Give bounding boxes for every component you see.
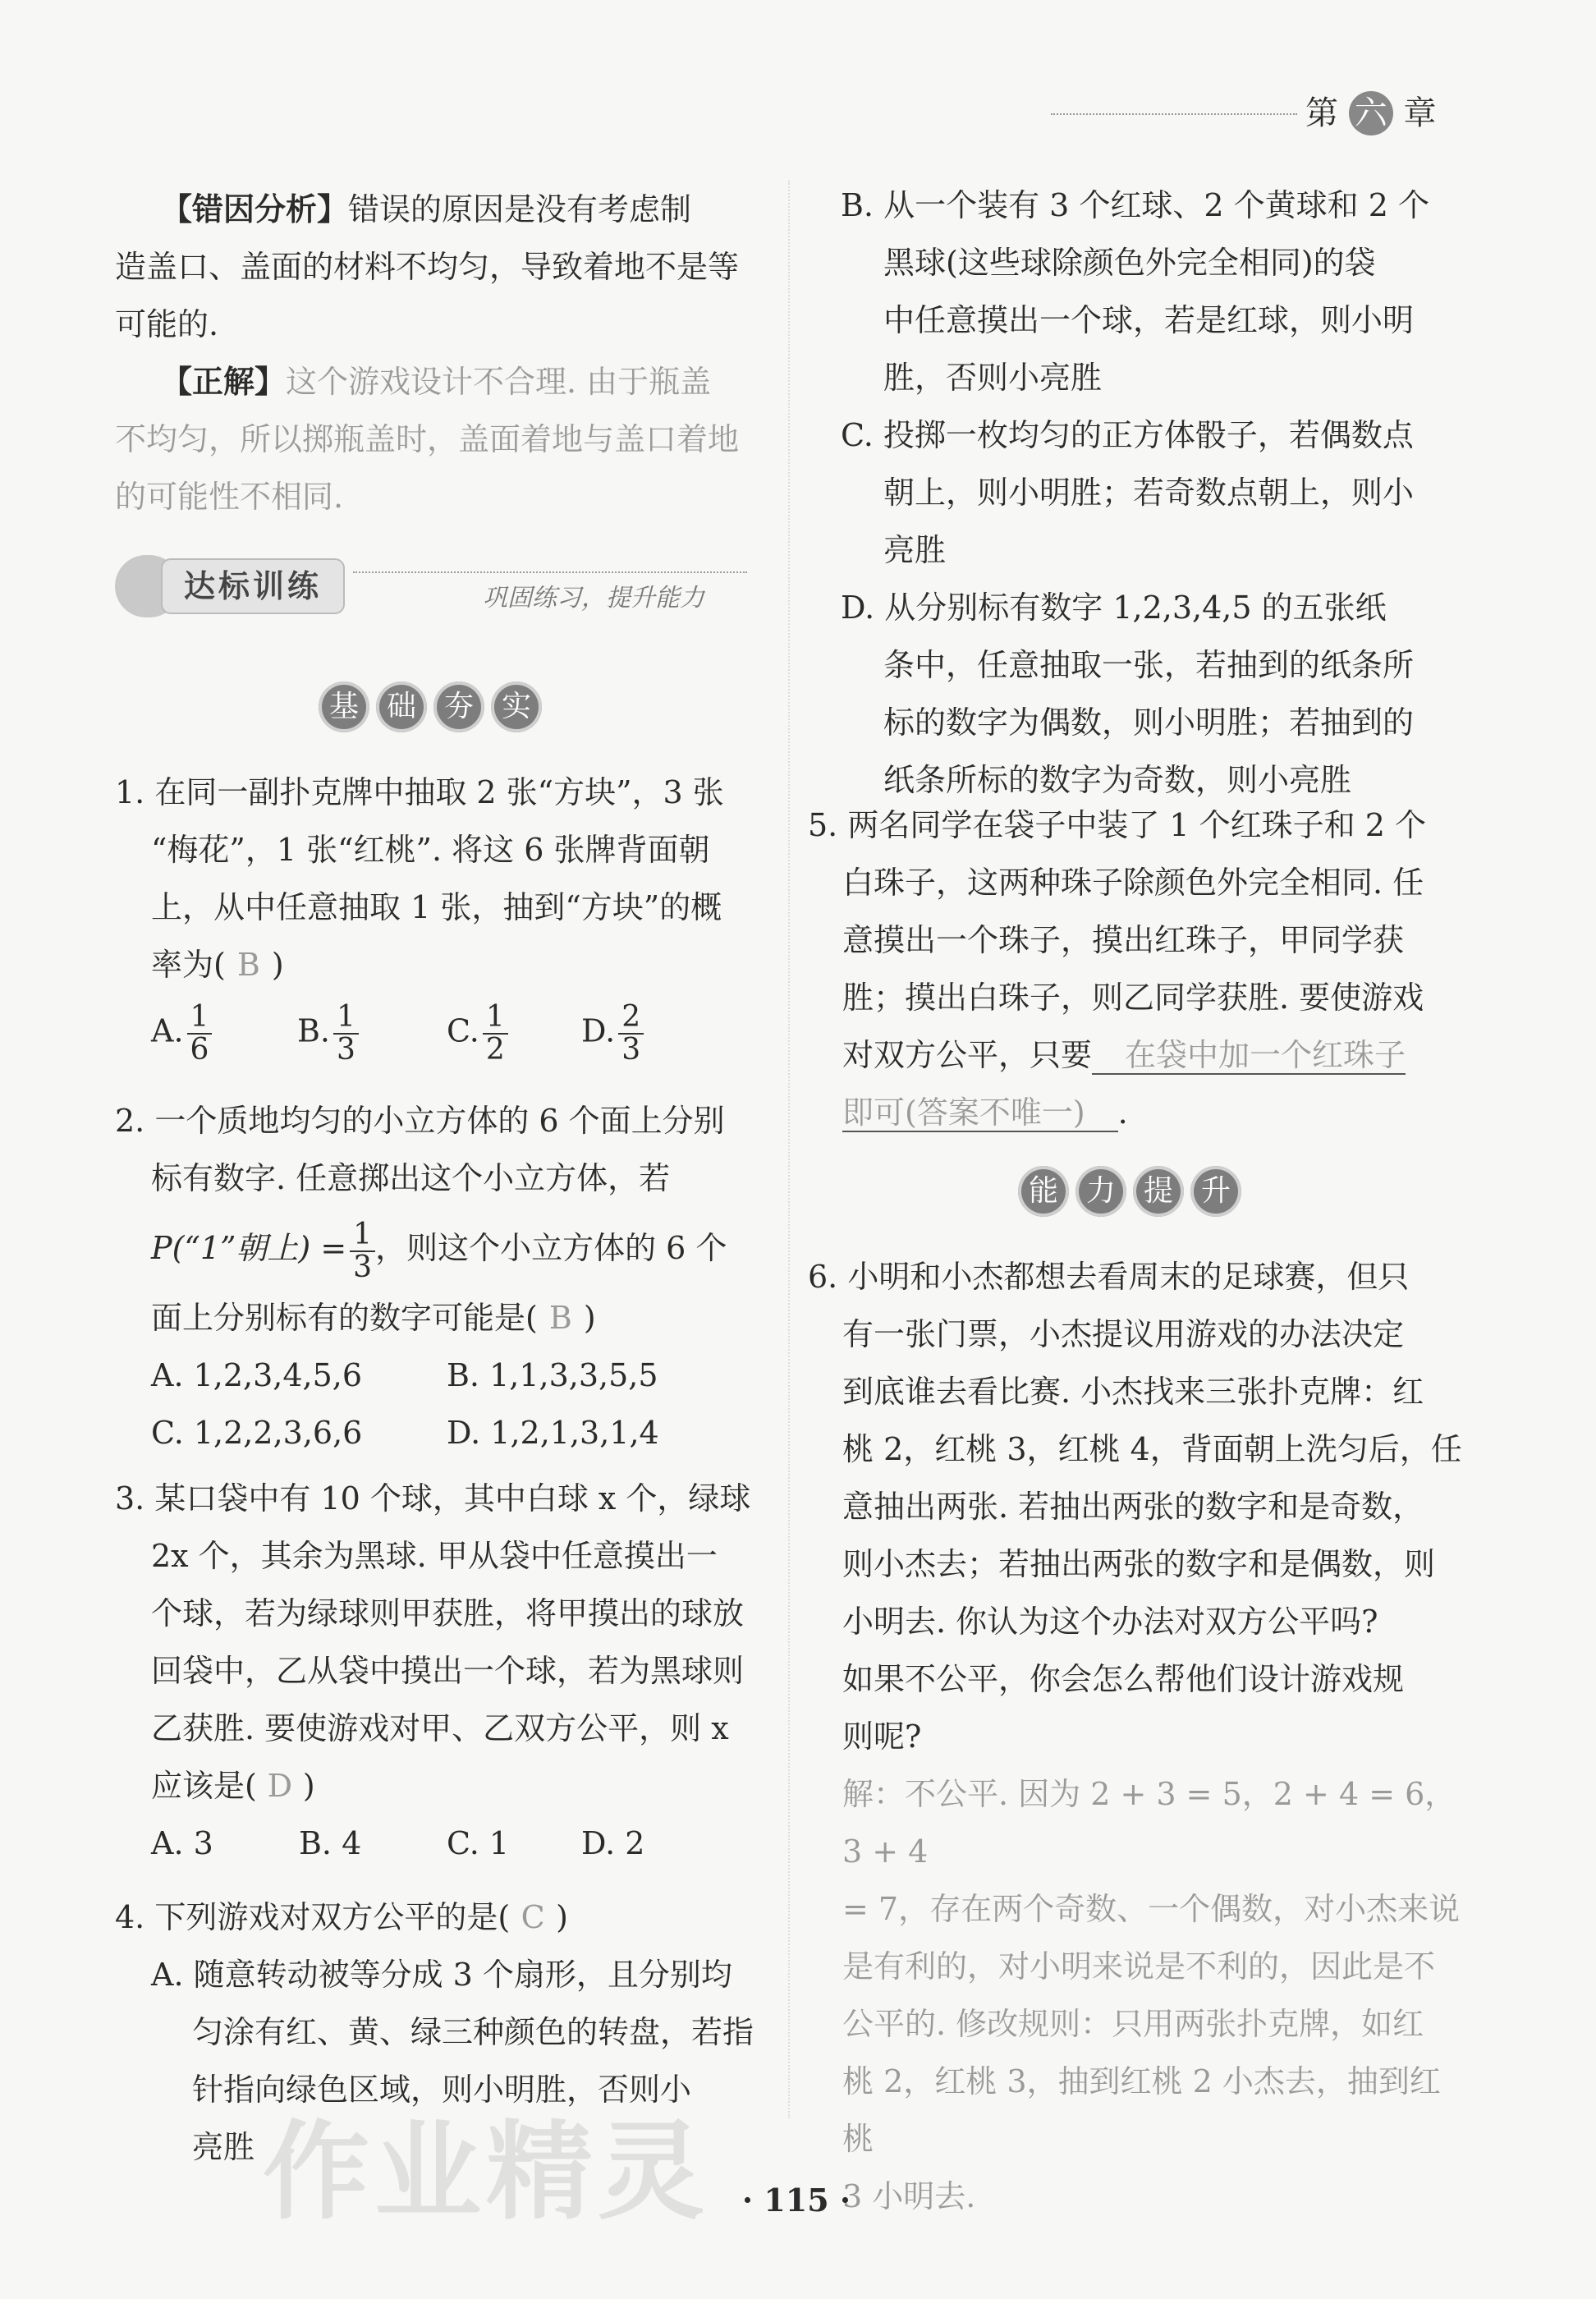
right-column [841,177,1489,809]
q2-option-b: B. 1,1,3,3,5,5 [447,1357,658,1393]
basic-char-3: 夯 [433,681,484,732]
question-3 [115,1470,764,1872]
section-title: 达标训练 [183,568,322,604]
q3-close: ) [302,1768,315,1804]
q3-prompt: 应该是( [151,1768,257,1804]
solution-line-1: 这个游戏设计不合理. 由于瓶盖 [286,364,712,400]
q4-close: ) [556,1899,568,1935]
basic-char-2: 础 [376,681,427,732]
q1-c-num: 1 [483,1002,508,1035]
q3-option-a: A. 3 [151,1825,213,1861]
q4-c-line-2: 朝上，则小明胜；若奇数点朝上，则小 [883,475,1415,511]
basic-char-4: 实 [491,681,542,732]
q4-a-line-4: 亮胜 [192,2129,255,2165]
q4-c-line-1: C. 投掷一枚均匀的正方体骰子，若偶数点 [841,417,1414,453]
q1-option-a: A. [151,1012,184,1049]
ability-badge [1018,1166,1264,1223]
q5-line-2: 白珠子，这两种珠子除颜色外完全相同. 任 [842,865,1424,901]
q6-solution-3: 是有利的，对小明来说是不利的，因此是不 [842,1948,1436,1985]
q4-b-line-2: 黑球(这些球除颜色外完全相同)的袋 [883,245,1376,281]
q6-solution-5: 桃 2，红桃 3，抽到红桃 2 小杰去，抽到红桃 [842,2063,1441,2157]
q3-line-4: 回袋中，乙从袋中摸出一个球，若为黑球则 [151,1653,745,1689]
q6-line-4: 桃 2，红桃 3，红桃 4，背面朝上洗匀后，任 [842,1431,1462,1467]
q3-answer: D [267,1768,293,1804]
left-column [115,181,755,525]
solution-label: 【正解】 [161,364,287,400]
q4-d-line-2: 条中，任意抽取一张，若抽到的纸条所 [883,647,1415,683]
section-banner [115,550,755,624]
q6-line-7: 小明去. 你认为这个办法对双方公平吗? [842,1604,1378,1640]
basic-badge [319,681,565,739]
question-1 [115,764,764,1076]
q2-option-c: C. 1,2,2,3,6,6 [151,1415,363,1451]
ability-char-4: 升 [1190,1166,1241,1217]
q4-d-line-3: 标的数字为偶数，则小明胜；若抽到的 [883,704,1415,741]
chapter-header [1051,89,1461,138]
q1-options [115,993,764,1076]
q4-answer: C [521,1899,545,1935]
q6-line-1: 6. 小明和小杰都想去看周末的足球赛，但只 [808,1259,1410,1295]
q6-line-9: 则呢? [842,1719,922,1755]
q4-a-line-3: 针指向绿色区域，则小明胜，否则小 [192,2072,692,2108]
q4-a-line-2: 匀涂有红、黄、绿三种颜色的转盘，若指 [192,2014,754,2050]
q3-line-5: 乙获胜. 要使游戏对甲、乙双方公平，则 x [151,1710,729,1746]
q5-line-4: 胜；摸出白珠子，则乙同学获胜. 要使游戏 [842,980,1424,1016]
q1-option-b: B. [297,1012,331,1049]
q4-d-line-4: 纸条所标的数字为奇数，则小亮胜 [883,762,1352,798]
chapter-number: 六 [1349,91,1393,135]
q4-prompt: 4. 下列游戏对双方公平的是( [115,1899,511,1935]
q2-prompt: 面上分别标有的数字可能是( [151,1300,538,1336]
q2-line-1: 2. 一个质地均匀的小立方体的 6 个面上分别 [115,1103,725,1139]
q1-b-den: 3 [337,1033,355,1067]
ability-char-2: 力 [1075,1166,1126,1217]
q5-line-5: 对双方公平，只要 [842,1037,1093,1073]
page-number: · 115 · [741,2182,851,2219]
solution-line-2: 不均匀，所以掷瓶盖时，盖面着地与盖口着地 [115,421,740,457]
q1-a-num: 1 [187,1002,213,1035]
q6-line-5: 意抽出两张. 若抽出两张的数字和是奇数， [842,1489,1424,1525]
q5-line-1: 5. 两名同学在袋子中装了 1 个红珠子和 2 个 [808,807,1427,843]
q1-a-den: 6 [190,1033,209,1067]
question-2 [115,1092,764,1462]
q1-c-den: 2 [485,1033,505,1067]
q3-option-d: D. 2 [581,1825,645,1861]
analysis-label: 【错因分析】 [161,191,349,227]
analysis-line-3: 可能的. [115,306,219,342]
q1-option-c: C. [447,1012,479,1049]
banner-title-box [161,558,345,614]
q3-line-1: 3. 某口袋中有 10 个球，其中白球 x 个，绿球 [115,1480,751,1517]
q1-line-2: “梅花”，1 张“红桃”. 将这 6 张牌背面朝 [151,832,710,868]
q4-b-line-1: B. 从一个装有 3 个红球、2 个黄球和 2 个 [841,187,1430,223]
error-analysis [115,181,755,353]
watermark: 作业精灵 [263,2109,710,2234]
q2-answer: B [548,1300,572,1336]
q2-close: ) [583,1300,596,1336]
q6-line-8: 如果不公平，你会怎么帮他们设计游戏规 [842,1661,1405,1697]
q1-close: ) [271,947,284,983]
q2-line-3b: ，则这个小立方体的 6 个 [375,1230,727,1266]
q4-b-line-3: 中任意摸出一个球，若是红球，则小明 [883,302,1415,338]
q1-b-num: 1 [333,1002,359,1035]
q2-option-a: A. 1,2,3,4,5,6 [151,1357,363,1393]
q2-frac-den: 3 [353,1250,373,1284]
q5-period: . [1117,1094,1128,1131]
q3-option-b: B. 4 [299,1825,362,1861]
q3-option-c: C. 1 [447,1825,510,1861]
q4-a-line-1: A. 随意转动被等分成 3 个扇形，且分别均 [151,1957,732,1993]
q5-line-3: 意摸出一个珠子，摸出红珠子，甲同学获 [842,922,1405,958]
question-5 [808,796,1465,1141]
q5-answer-part-1: 在袋中加一个红珠子 [1092,1037,1406,1075]
q1-d-den: 3 [621,1033,641,1067]
column-divider [788,181,790,2118]
analysis-line-2: 造盖口、盖面的材料不均匀，导致着地不是等 [115,249,740,285]
question-6 [808,1248,1465,2225]
q1-line-1: 1. 在同一副扑克牌中抽取 2 张“方块”，3 张 [115,774,724,810]
q1-line-3: 上，从中任意抽取 1 张，抽到“方块”的概 [151,889,722,925]
q5-answer-part-2: 即可(答案不唯一) [842,1094,1118,1132]
basic-char-1: 基 [319,681,369,732]
q3-line-2: 2x 个，其余为黑球. 甲从袋中任意摸出一 [151,1538,718,1574]
q6-line-3: 到底谁去看比赛. 小杰找来三张扑克牌：红 [842,1374,1424,1410]
ability-char-1: 能 [1018,1166,1069,1217]
q4-d-line-1: D. 从分别标有数字 1,2,3,4,5 的五张纸 [841,590,1387,626]
q2-frac-num: 1 [350,1219,375,1252]
q2-line-2: 标有数字. 任意掷出这个小立方体，若 [151,1160,671,1196]
q1-prompt: 率为( [151,947,226,983]
q6-line-2: 有一张门票，小杰提议用游戏的办法决定 [842,1316,1405,1352]
q6-solution-4: 公平的. 修改规则：只用两张扑克牌，如红 [842,2006,1424,2042]
ability-char-3: 提 [1133,1166,1184,1217]
q1-d-num: 2 [618,1002,644,1035]
q4-c-line-3: 亮胜 [883,532,947,568]
q2-option-d: D. 1,2,1,3,1,4 [447,1415,659,1451]
section-subtitle: 巩固练习，提升能力 [483,584,704,613]
q3-line-3: 个球，若为绿球则甲获胜，将甲摸出的球放 [151,1595,745,1631]
q4-b-line-4: 胜，否则小亮胜 [883,360,1103,396]
q6-solution-2: = 7，存在两个奇数、一个偶数，对小杰来说 [842,1891,1461,1927]
q1-option-d: D. [581,1012,616,1049]
chapter-prefix: 第 [1305,94,1338,132]
q6-line-6: 则小杰去；若抽出两张的数字和是偶数，则 [842,1546,1436,1582]
correct-solution [115,353,755,525]
analysis-line-1: 错误的原因是没有考虑制 [348,191,692,227]
q6-solution-1: 解：不公平. 因为 2 + 3 = 5，2 + 4 = 6，3 + 4 [842,1776,1456,1870]
q1-answer: B [236,947,260,983]
q2-line-3a: P(“1”朝上) = [151,1230,347,1266]
solution-line-3: 的可能性不相同. [115,479,344,515]
chapter-suffix: 章 [1403,94,1437,132]
q6-solution-6: 3 小明去. [842,2178,976,2214]
